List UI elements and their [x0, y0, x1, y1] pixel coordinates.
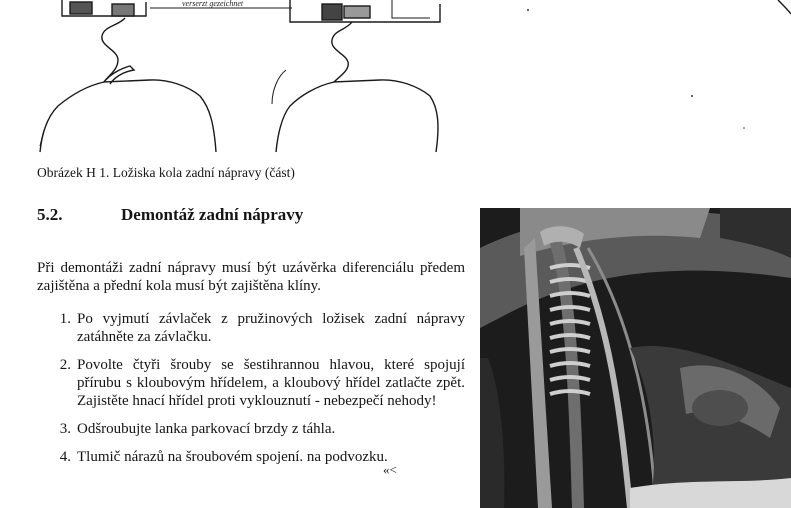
- list-item: [37, 310, 465, 346]
- step-number: 3.: [59, 421, 71, 437]
- step-number: 4.: [59, 449, 71, 465]
- margin-mark: «<: [383, 462, 397, 477]
- step-list: [37, 310, 465, 476]
- undercarriage-photo: [480, 208, 791, 508]
- step-text: Odšroubujte lanka parkovací brzdy z táhla.: [77, 421, 336, 437]
- step-text: Tlumič nárazů na šroubovém spojení. na podvozku.: [77, 449, 388, 465]
- list-item: [37, 420, 465, 438]
- step-number: 1.: [59, 311, 71, 327]
- figure-caption: Obrázek H 1. Ložiska kola zadní nápravy (část): [37, 165, 295, 180]
- intro-paragraph: Při demontáži zadní nápravy musí být uzávěrka diferenciálu předem zajištěna a přední kola musí být zajištěna klíny.: [37, 260, 465, 294]
- wheel-bearing-drawing: [0, 0, 791, 160]
- step-text: Po vyjmutí závlaček z pružinových ložisek zadní nápravy zatáhněte za závlačku.: [77, 311, 465, 345]
- step-text: Povolte čtyři šrouby se šestihrannou hlavou, které spojují přírubu s kloubovým hřídelem, a kloubový hřídel zatlačte zpět. Zajistěte hnací hřídel proti vyklouznutí - nebezpečí nehody!: [77, 357, 465, 409]
- list-item: [37, 448, 465, 466]
- drawing-stamp-text: verserzt gezeichnet: [182, 0, 244, 8]
- list-item: [37, 356, 465, 410]
- step-number: 2.: [59, 357, 71, 373]
- section-title: Demontáž zadní nápravy: [121, 205, 304, 224]
- section-number: 5.2.: [37, 205, 63, 224]
